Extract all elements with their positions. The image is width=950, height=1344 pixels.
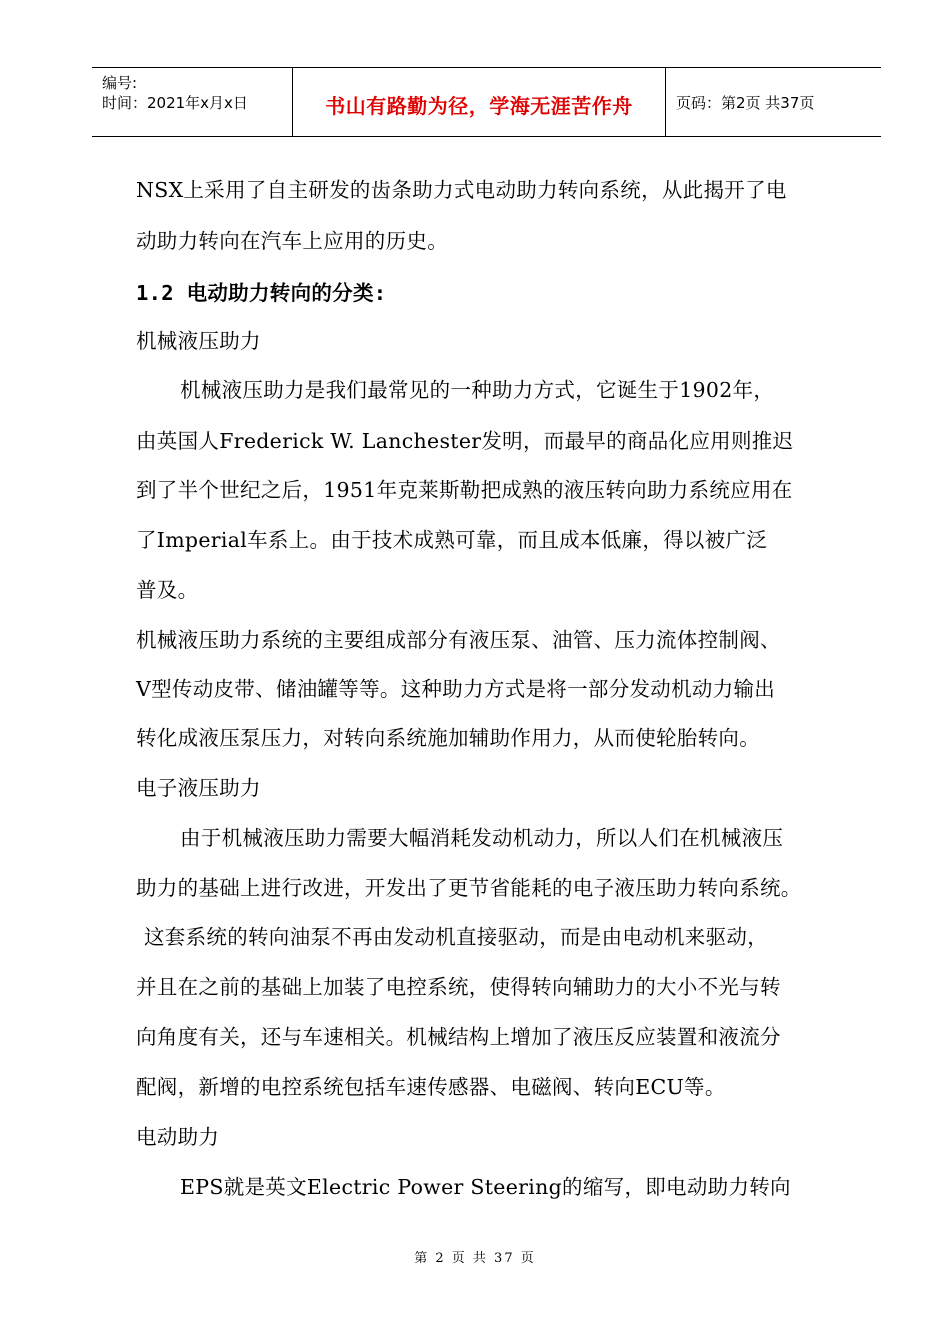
body-line: 了Imperial车系上。由于技术成熟可靠，而且成本低廉，得以被广泛 — [136, 528, 768, 552]
subsection-heading: 电动助力 — [136, 1125, 220, 1149]
document-header — [92, 67, 881, 137]
body-line: EPS就是英文Electric Power Steering的缩写，即电动助力转向 — [180, 1175, 791, 1199]
body-line: NSX上采用了自主研发的齿条助力式电动助力转向系统，从此揭开了电 — [136, 178, 787, 202]
body-line: 到了半个世纪之后，1951年克莱斯勒把成熟的液压转向助力系统应用在 — [136, 478, 793, 502]
header-page-cell — [666, 68, 881, 136]
subsection-heading: 电子液压助力 — [136, 776, 261, 800]
body-line: 转化成液压泵压力，对转向系统施加辅助作用力，从而使轮胎转向。 — [136, 726, 760, 750]
body-line: V型传动皮带、储油罐等等。这种助力方式是将一部分发动机动力输出 — [136, 677, 776, 701]
header-meta-cell — [92, 68, 293, 136]
document-time-label: 时间：2021年x月x日 — [102, 94, 248, 112]
document-number-label: 编号: — [102, 74, 138, 92]
body-line: 向角度有关，还与车速相关。机械结构上增加了液压反应装置和液流分 — [136, 1025, 781, 1049]
body-line: 并且在之前的基础上加装了电控系统，使得转向辅助力的大小不光与转 — [136, 975, 781, 999]
section-heading: 1.2 电动助力转向的分类: — [136, 281, 387, 305]
body-line: 普及。 — [136, 578, 199, 602]
page-footer: 第 2 页 共 37 页 — [414, 1251, 536, 1266]
header-motto-cell — [293, 68, 666, 136]
body-line: 由英国人Frederick W. Lanchester发明，而最早的商品化应用则推迟 — [136, 429, 794, 453]
header-motto: 书山有路勤为径，学海无涯苦作舟 — [325, 94, 633, 118]
header-page-info: 页码：第2页 共37页 — [676, 94, 815, 112]
body-line: 动助力转向在汽车上应用的历史。 — [136, 229, 448, 253]
body-line: 配阀，新增的电控系统包括车速传感器、电磁阀、转向ECU等。 — [136, 1075, 726, 1099]
body-line: 由于机械液压助力需要大幅消耗发动机动力，所以人们在机械液压 — [180, 826, 784, 850]
body-line: 机械液压助力是我们最常见的一种助力方式，它诞生于1902年， — [180, 378, 775, 402]
body-line: 这套系统的转向油泵不再由发动机直接驱动，而是由电动机来驱动， — [144, 925, 768, 949]
body-line: 助力的基础上进行改进，开发出了更节省能耗的电子液压助力转向系统。 — [136, 876, 802, 900]
subsection-heading: 机械液压助力 — [136, 329, 261, 353]
body-line: 机械液压助力系统的主要组成部分有液压泵、油管、压力流体控制阀、 — [136, 628, 781, 652]
